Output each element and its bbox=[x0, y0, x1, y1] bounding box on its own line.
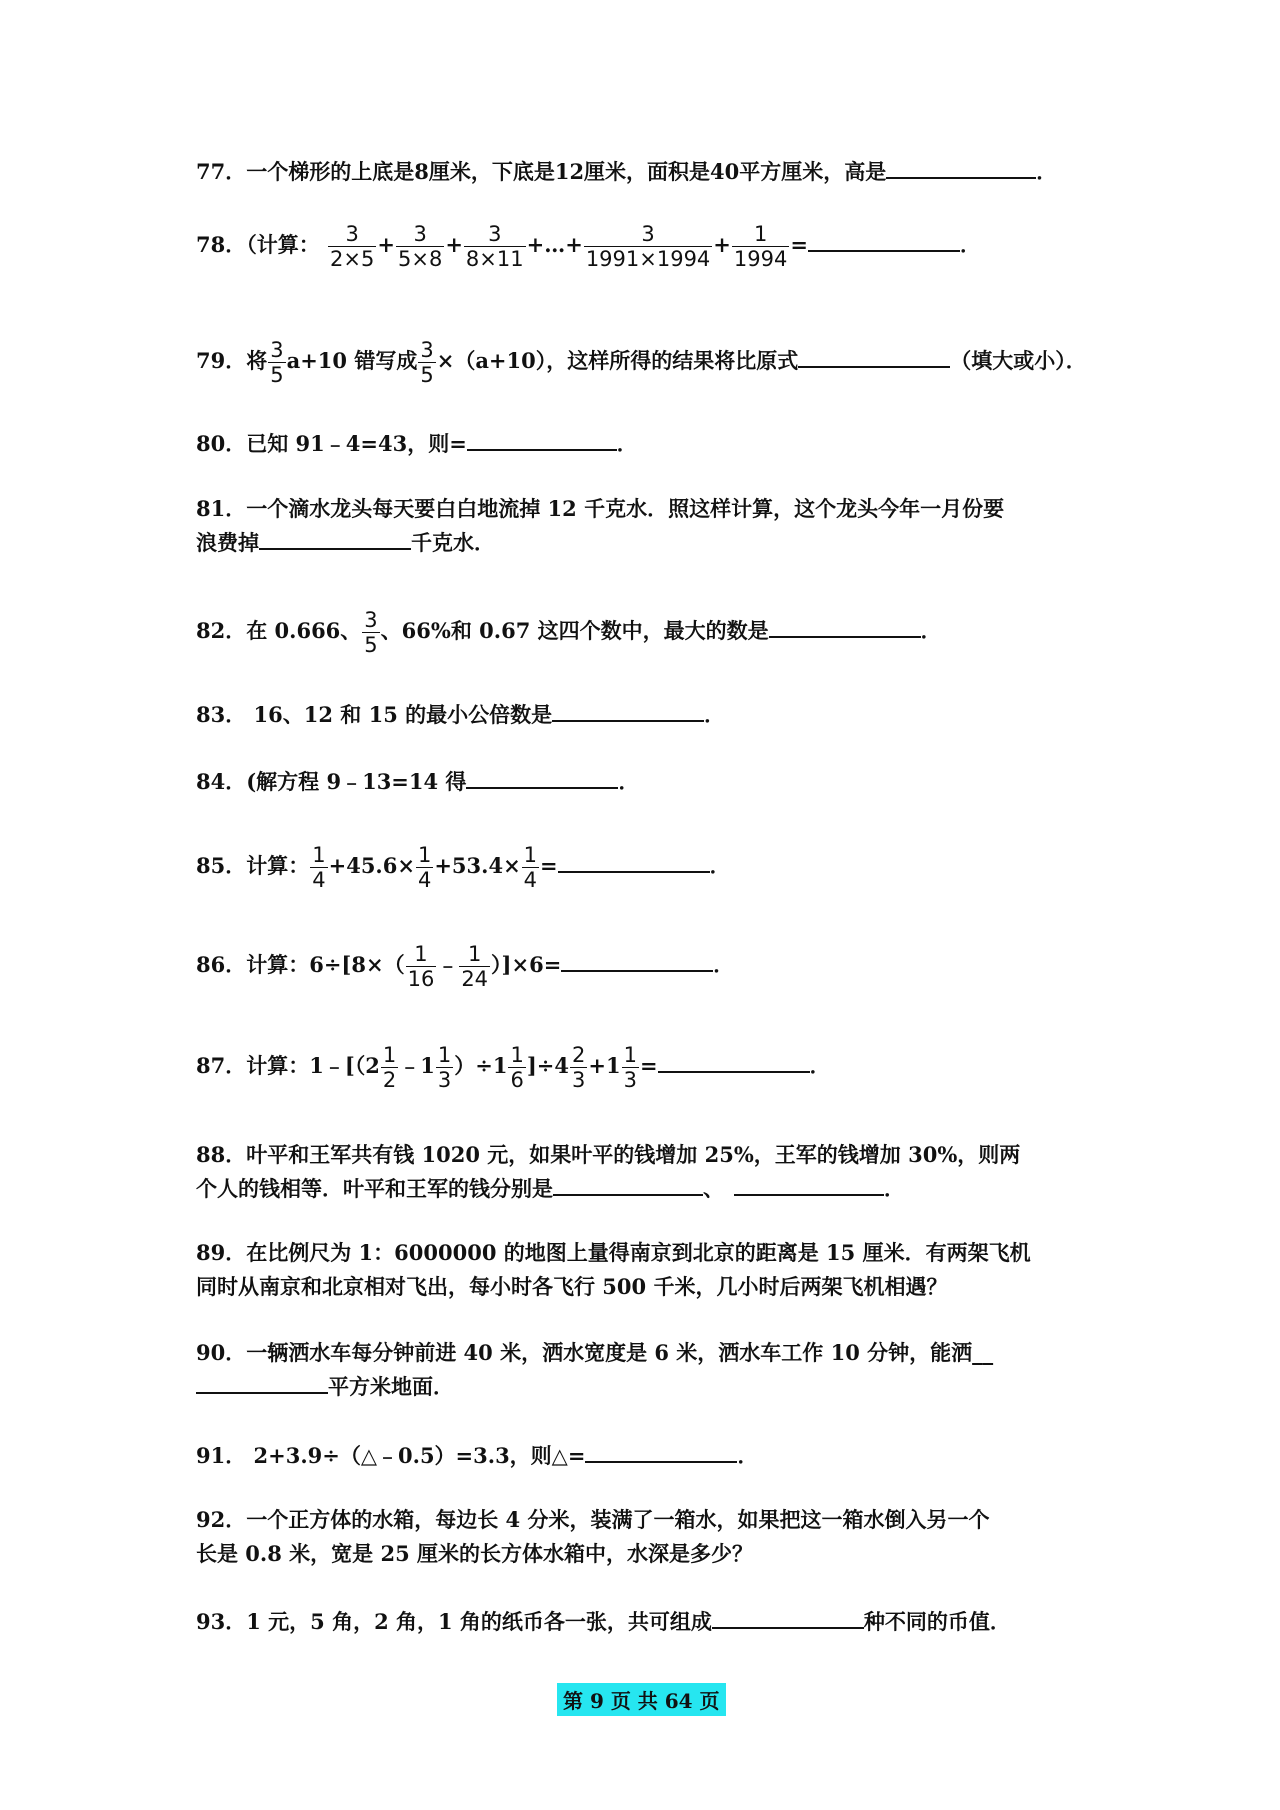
answer-blank[interactable] bbox=[552, 698, 704, 722]
question-85 bbox=[196, 843, 731, 892]
page-number: 第 9 页 共 64 页 bbox=[557, 1683, 726, 1716]
numerator: 1 bbox=[312, 843, 326, 867]
plus: + bbox=[445, 232, 463, 257]
denominator: 24 bbox=[461, 967, 489, 991]
question-79 bbox=[196, 338, 1087, 387]
q92-line1: 92．一个正方体的水箱，每边长 4 分米，装满了一箱水，如果把这一箱水倒入另一个 bbox=[196, 1507, 990, 1532]
q88-line1: 88．叶平和王军共有钱 1020 元，如果叶平的钱增加 25%，王军的钱增加 30%，则两 bbox=[196, 1142, 1021, 1167]
q85-m2: +53.4× bbox=[434, 853, 521, 878]
fraction bbox=[732, 222, 789, 271]
q87-m4: +1 bbox=[588, 1053, 621, 1078]
denominator: 5 bbox=[420, 363, 434, 387]
plus: + bbox=[377, 232, 395, 257]
answer-blank[interactable] bbox=[886, 155, 1036, 179]
q91-end: ． bbox=[737, 1443, 759, 1468]
equals: = bbox=[540, 853, 558, 878]
answer-blank[interactable] bbox=[798, 344, 950, 368]
q82-prefix: 82．在 0.666、 bbox=[196, 618, 362, 643]
answer-blank[interactable] bbox=[769, 614, 921, 638]
question-82 bbox=[196, 608, 942, 657]
numerator: 1 bbox=[510, 1043, 524, 1067]
numerator: 1 bbox=[523, 843, 538, 867]
answer-blank[interactable] bbox=[808, 228, 960, 252]
answer-blank[interactable] bbox=[553, 1172, 703, 1196]
q85-end: ． bbox=[709, 853, 731, 878]
numerator: 1 bbox=[414, 942, 428, 966]
numerator: 3 bbox=[420, 338, 434, 362]
question-77 bbox=[196, 155, 1057, 189]
denominator: 3 bbox=[437, 1068, 452, 1092]
numerator: 1 bbox=[623, 1043, 637, 1067]
numerator: 1 bbox=[417, 843, 432, 867]
q82-mid: 、66%和 0.67 这四个数中，最大的数是 bbox=[380, 618, 769, 643]
denominator: 8×11 bbox=[465, 247, 524, 271]
fraction bbox=[570, 1043, 587, 1092]
numerator: 1 bbox=[467, 942, 482, 966]
denominator: 6 bbox=[510, 1068, 524, 1092]
q79-prefix: 79．将 bbox=[196, 348, 268, 373]
answer-blank[interactable] bbox=[558, 849, 710, 873]
fraction bbox=[508, 1043, 525, 1092]
answer-blank[interactable] bbox=[712, 1605, 864, 1629]
question-91 bbox=[196, 1439, 758, 1473]
q80-end: ． bbox=[616, 431, 638, 456]
q86-prefix: 86．计算：6÷[8×（ bbox=[196, 952, 405, 977]
q88-sep: 、 bbox=[703, 1176, 724, 1201]
q91-text: 91． 2+3.9÷（△﹣0.5）=3.3，则△= bbox=[196, 1443, 586, 1468]
q79-mid1: a+10 错写成 bbox=[286, 348, 418, 373]
fraction bbox=[459, 942, 490, 991]
answer-blank[interactable] bbox=[467, 427, 617, 451]
q81-line2a: 浪费掉 bbox=[196, 530, 259, 555]
denominator: 3 bbox=[572, 1068, 586, 1092]
question-81 bbox=[196, 492, 1004, 560]
question-83 bbox=[196, 698, 725, 732]
denominator: 4 bbox=[312, 868, 326, 892]
denominator: 5×8 bbox=[397, 247, 443, 271]
fraction bbox=[406, 942, 437, 991]
numerator: 3 bbox=[364, 608, 378, 632]
question-90 bbox=[196, 1336, 993, 1404]
ellipsis: +…+ bbox=[526, 232, 583, 257]
q78-end: ． bbox=[959, 232, 981, 257]
question-92 bbox=[196, 1503, 989, 1571]
q79-end: （填大或小）． bbox=[950, 348, 1087, 373]
denominator: 1991×1994 bbox=[585, 247, 711, 271]
question-84 bbox=[196, 765, 639, 799]
denominator: 2×5 bbox=[330, 247, 375, 271]
denominator: 5 bbox=[364, 633, 378, 657]
fraction bbox=[396, 222, 444, 271]
q86-m2: ）]×6= bbox=[491, 952, 562, 977]
q93-end: 种不同的币值． bbox=[863, 1609, 1011, 1634]
fraction bbox=[464, 222, 526, 271]
q86-m1: ﹣ bbox=[437, 952, 459, 977]
q87-end: ． bbox=[809, 1053, 831, 1078]
q87-m3: ]÷4 bbox=[526, 1053, 570, 1078]
q83-end: ． bbox=[704, 702, 726, 727]
numerator: 3 bbox=[345, 222, 359, 246]
q77-end: ． bbox=[1036, 159, 1058, 184]
question-88 bbox=[196, 1138, 1020, 1206]
q87-m1: ﹣1 bbox=[399, 1053, 435, 1078]
fraction bbox=[328, 222, 376, 271]
numerator: 3 bbox=[270, 338, 284, 362]
q89-line2: 同时从南京和北京相对飞出，每小时各飞行 500 千米，几小时后两架飞机相遇？ bbox=[196, 1274, 948, 1299]
plus: + bbox=[713, 232, 731, 257]
question-86 bbox=[196, 942, 734, 991]
fraction bbox=[268, 338, 285, 387]
q81-line1: 81．一个滴水龙头每天要白白地流掉 12 千克水．照这样计算，这个龙头今年一月份要 bbox=[196, 496, 1005, 521]
fraction bbox=[584, 222, 712, 271]
q80-text: 80．已知 91﹣4=43，则= bbox=[196, 431, 467, 456]
q87-m2: ）÷1 bbox=[454, 1053, 508, 1078]
q88-end: ． bbox=[884, 1176, 905, 1201]
equals: = bbox=[790, 232, 808, 257]
q90-line2b: 平方米地面． bbox=[328, 1374, 454, 1399]
q84-end: ． bbox=[618, 769, 640, 794]
question-78 bbox=[196, 222, 981, 271]
fraction bbox=[362, 608, 379, 657]
fraction bbox=[522, 843, 539, 892]
q86-end: ． bbox=[713, 952, 735, 977]
denominator: 2 bbox=[382, 1068, 397, 1092]
answer-blank[interactable] bbox=[585, 1439, 737, 1463]
q90-line1: 90．一辆洒水车每分钟前进 40 米，洒水宽度是 6 米，洒水车工作 10 分钟，能洒__ bbox=[196, 1340, 994, 1365]
question-87 bbox=[196, 1043, 831, 1092]
numerator: 1 bbox=[382, 1043, 397, 1067]
q88-line2a: 个人的钱相等．叶平和王军的钱分别是 bbox=[196, 1176, 553, 1201]
q82-end: ． bbox=[920, 618, 942, 643]
fraction bbox=[381, 1043, 398, 1092]
fraction bbox=[436, 1043, 453, 1092]
answer-blank[interactable] bbox=[196, 1370, 328, 1394]
answer-blank[interactable] bbox=[734, 1172, 884, 1196]
denominator: 3 bbox=[623, 1068, 637, 1092]
q79-mid2: ×（a+10），这样所得的结果将比原式 bbox=[436, 348, 799, 373]
question-93 bbox=[196, 1605, 1011, 1639]
q78-prefix: 78．（计算： bbox=[196, 232, 320, 257]
fraction bbox=[416, 843, 433, 892]
q93-text: 93．1 元，5 角，2 角，1 角的纸币各一张，共可组成 bbox=[196, 1609, 712, 1634]
denominator: 1994 bbox=[733, 247, 788, 271]
question-80 bbox=[196, 427, 638, 461]
denominator: 4 bbox=[523, 868, 538, 892]
equals: = bbox=[639, 1053, 658, 1078]
q81-line2b: 千克水． bbox=[411, 530, 495, 555]
answer-blank[interactable] bbox=[259, 526, 411, 550]
fraction bbox=[622, 1043, 639, 1092]
numerator: 1 bbox=[753, 222, 768, 246]
numerator: 3 bbox=[413, 222, 427, 246]
fraction bbox=[418, 338, 435, 387]
q83-text: 83． 16、12 和 15 的最小公倍数是 bbox=[196, 702, 553, 727]
q85-prefix: 85．计算： bbox=[196, 853, 310, 878]
q85-m1: +45.6× bbox=[328, 853, 415, 878]
denominator: 4 bbox=[417, 868, 432, 892]
numerator: 1 bbox=[437, 1043, 452, 1067]
answer-blank[interactable] bbox=[658, 1049, 810, 1073]
q92-line2: 长是 0.8 米，宽是 25 厘米的长方体水箱中，水深是多少？ bbox=[196, 1541, 754, 1566]
answer-blank[interactable] bbox=[561, 948, 713, 972]
denominator: 16 bbox=[407, 967, 435, 991]
q89-line1: 89．在比例尺为 1：6000000 的地图上量得南京到北京的距离是 15 厘米．有两架飞机 bbox=[196, 1240, 1031, 1265]
numerator: 3 bbox=[641, 222, 655, 246]
q77-text: 77．一个梯形的上底是8厘米，下底是12厘米，面积是40平方厘米，高是 bbox=[196, 159, 887, 184]
numerator: 3 bbox=[488, 222, 502, 246]
q87-prefix: 87．计算：1﹣[（2 bbox=[196, 1053, 380, 1078]
q84-text: 84．(解方程 9﹣13=14 得 bbox=[196, 769, 467, 794]
numerator: 2 bbox=[572, 1043, 586, 1067]
denominator: 5 bbox=[270, 363, 284, 387]
answer-blank[interactable] bbox=[466, 765, 618, 789]
fraction bbox=[310, 843, 327, 892]
question-89 bbox=[196, 1236, 1031, 1304]
